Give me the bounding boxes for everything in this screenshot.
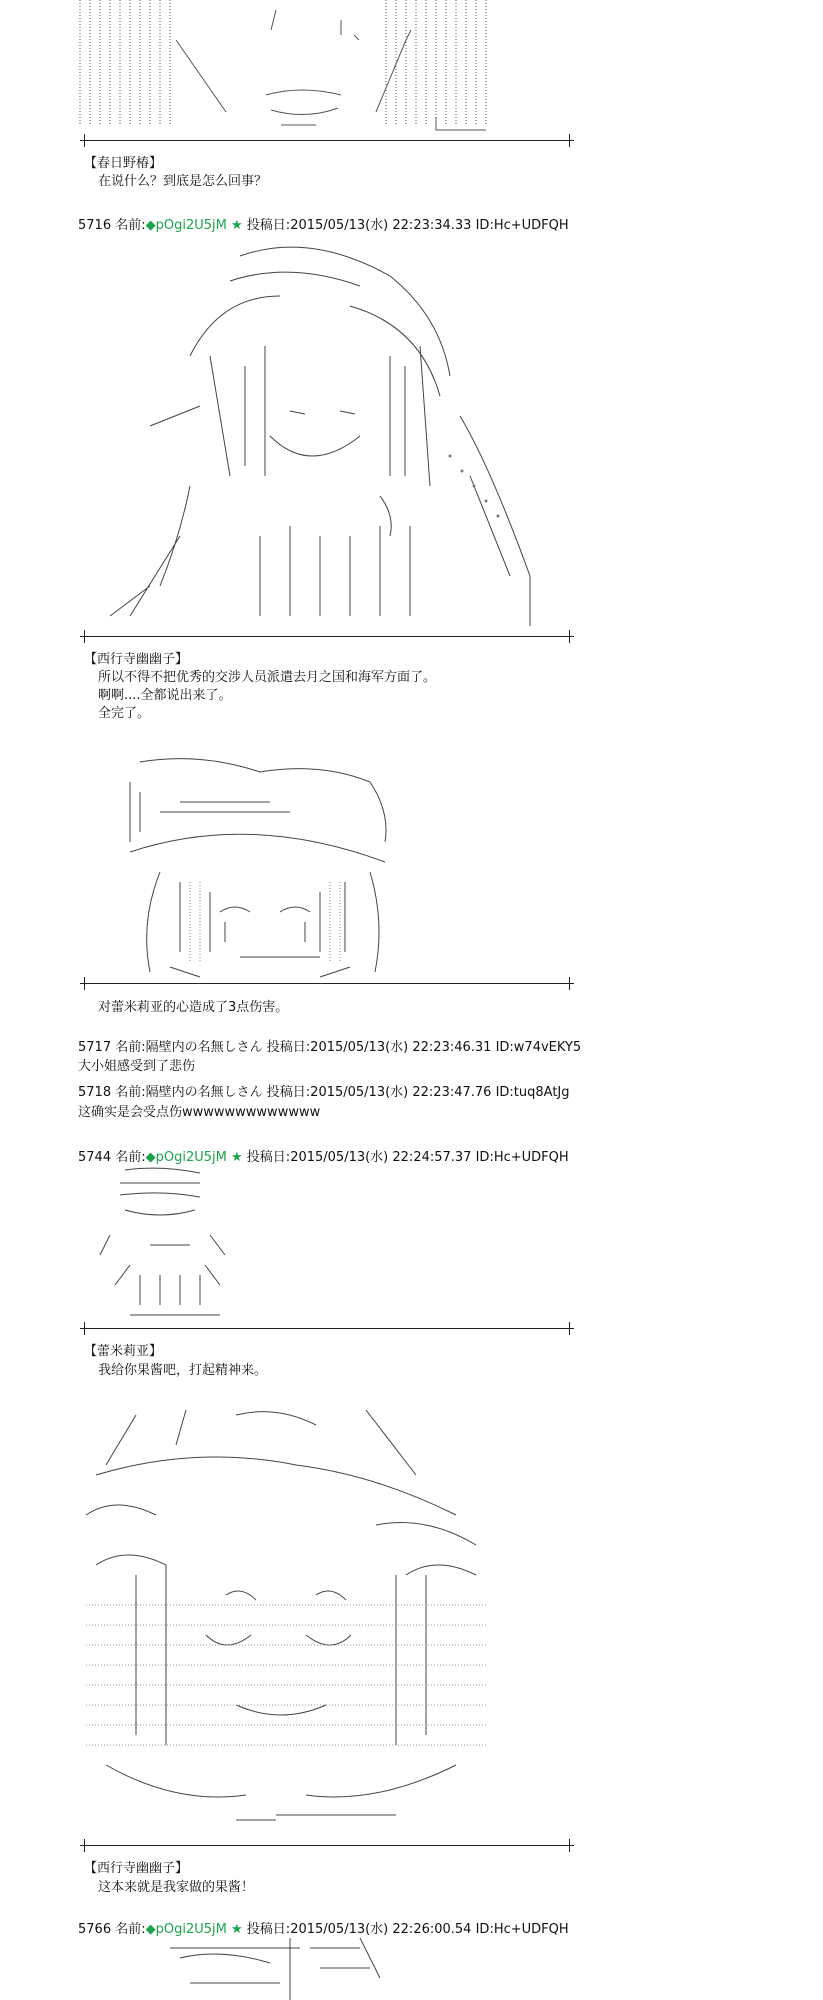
post-id[interactable]: ID:tuq8AtJg [495, 1085, 570, 1100]
separator [80, 1328, 574, 1329]
post-body: 这确实是会受点伤wwwwwwwwwwwww [78, 1105, 321, 1120]
post-number[interactable]: 5718 [78, 1085, 112, 1100]
post-number[interactable]: 5744 [78, 1150, 112, 1165]
name-label: 名前: [115, 218, 146, 233]
post-header [78, 1146, 569, 1165]
dialogue-line: 所以不得不把优秀的交涉人员派遣去月之国和海军方面了。 [98, 670, 437, 685]
post-header [78, 1036, 581, 1055]
post-datetime: 2015/05/13(水) 22:23:46.31 [310, 1040, 492, 1055]
tripcode: ◆pOgi2U5jM [145, 218, 227, 233]
post-header [78, 1081, 570, 1100]
post-datetime: 2015/05/13(水) 22:23:47.76 [310, 1085, 492, 1100]
star-icon: ★ [231, 1922, 243, 1937]
poster-name: 隔壁内の名無しさん [145, 1085, 263, 1100]
tripcode: ◆pOgi2U5jM [145, 1150, 227, 1165]
dialogue-line: 我给你果酱吧，打起精神来。 [98, 1363, 268, 1378]
name-label: 名前: [115, 1040, 146, 1055]
name-label: 名前: [115, 1922, 146, 1937]
dialogue-line: 全完了。 [98, 706, 151, 721]
separator [80, 140, 574, 141]
post-datetime: 2015/05/13(水) 22:24:57.37 [290, 1150, 472, 1165]
date-label: 投稿日: [266, 1040, 311, 1055]
post-number[interactable]: 5717 [78, 1040, 112, 1055]
speaker-label: 【西行寺幽幽子】 [84, 652, 189, 667]
damage-text: 对蕾米莉亚的心造成了3点伤害。 [98, 1000, 289, 1015]
post-number[interactable]: 5716 [78, 218, 112, 233]
post-id[interactable]: ID:Hc+UDFQH [475, 1922, 569, 1937]
speaker-label: 【春日野椿】 [84, 156, 163, 171]
ascii-art-remilia [120, 752, 400, 982]
post-id[interactable]: ID:w74vEKY5 [495, 1040, 582, 1055]
date-label: 投稿日: [246, 218, 291, 233]
separator [80, 636, 574, 637]
ascii-art-bottom [160, 1938, 400, 2000]
date-label: 投稿日: [246, 1922, 291, 1937]
tripcode: ◆pOgi2U5jM [145, 1922, 227, 1937]
dialogue-line: 这本来就是我家做的果酱！ [98, 1880, 255, 1895]
post-datetime: 2015/05/13(水) 22:23:34.33 [290, 218, 472, 233]
date-label: 投稿日: [246, 1150, 291, 1165]
poster-name: 隔壁内の名無しさん [145, 1040, 263, 1055]
post-number[interactable]: 5766 [78, 1922, 112, 1937]
post-id[interactable]: ID:Hc+UDFQH [475, 218, 569, 233]
speaker-label: 【西行寺幽幽子】 [84, 1861, 189, 1876]
ascii-art-remilia-small [90, 1165, 250, 1325]
ascii-art-duo [76, 1405, 496, 1835]
ascii-art-tsubaki [76, 0, 576, 135]
star-icon: ★ [231, 1150, 243, 1165]
separator [80, 1845, 574, 1846]
post-id[interactable]: ID:Hc+UDFQH [475, 1150, 569, 1165]
post-body: 大小姐感受到了悲伤 [78, 1059, 196, 1074]
dialogue-line: 啊啊....全都说出来了。 [98, 688, 232, 703]
name-label: 名前: [115, 1085, 146, 1100]
post-header [78, 1918, 569, 1937]
separator [80, 983, 574, 984]
post-datetime: 2015/05/13(水) 22:26:00.54 [290, 1922, 472, 1937]
post-header [78, 214, 569, 233]
dialogue-line: 在说什么？到底是怎么回事？ [98, 174, 268, 189]
ascii-art-yuyuko [90, 236, 560, 626]
star-icon: ★ [231, 218, 243, 233]
name-label: 名前: [115, 1150, 146, 1165]
date-label: 投稿日: [266, 1085, 311, 1100]
speaker-label: 【蕾米莉亚】 [84, 1344, 163, 1359]
